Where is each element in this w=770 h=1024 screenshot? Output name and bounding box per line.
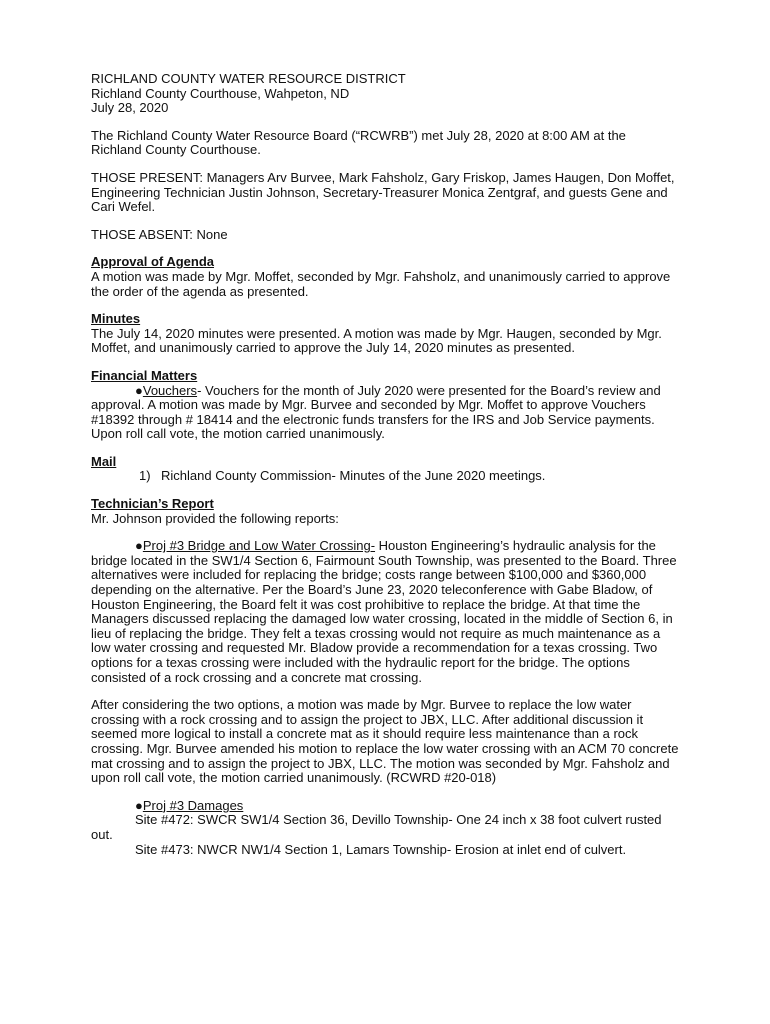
intro-paragraph: The Richland County Water Resource Board (“RCWRB”) met July 28, 2020 at 8:00 AM at the Richland County Courthouse. xyxy=(91,127,626,158)
minutes-text: The July 14, 2020 minutes were presented. A motion was made by Mgr. Haugen, seconded by Mgr. Moffet, and unanimously carried to approve the July 14, 2020 minutes as presented. xyxy=(91,325,662,356)
technician-heading: Technician’s Report xyxy=(91,496,214,512)
bullet-icon: ● xyxy=(135,797,143,813)
minutes-heading: Minutes xyxy=(91,311,141,327)
list-number: 1) xyxy=(139,468,151,484)
proj-bridge-label: Proj #3 Bridge and Low Water Crossing- xyxy=(142,538,376,554)
technician-intro: Mr. Johnson provided the following reports: xyxy=(91,510,339,526)
bullet-icon: ● xyxy=(135,538,143,554)
proj-damages-label: Proj #3 Damages xyxy=(142,797,244,813)
site-473: Site #473: NWCR NW1/4 Section 1, Lamars Township- Erosion at inlet end of culvert. xyxy=(135,841,627,857)
financial-heading: Financial Matters xyxy=(91,367,198,383)
section-mail xyxy=(91,455,680,484)
section-technician xyxy=(91,497,680,526)
section-agenda xyxy=(91,255,680,299)
agenda-heading: Approval of Agenda xyxy=(91,254,215,270)
section-financial xyxy=(91,369,680,442)
list-text: Richland County Commission- Minutes of the June 2020 meetings. xyxy=(161,468,546,484)
bullet-icon: ● xyxy=(135,382,143,398)
site-472: Site #472: SWCR SW1/4 Section 36, Devillo Township- One 24 inch x 38 foot culvert rusted out. xyxy=(91,812,662,842)
vouchers-label: Vouchers xyxy=(142,382,198,398)
vouchers-paragraph xyxy=(91,384,680,442)
proj-bridge-paragraph xyxy=(91,539,680,685)
those-present: THOSE PRESENT: Managers Arv Burvee, Mark Fahsholz, Gary Friskop, James Haugen, Don Moffet, Engineering Technician Justin Johnson, Secretary-Treasurer Monica Zentgraf, and guests Gene and Cari Wefel. xyxy=(91,169,675,215)
meeting-date: July 28, 2020 xyxy=(91,100,169,116)
vouchers-text: - Vouchers for the month of July 2020 were presented for the Board’s review and approval. A motion was made by Mgr. Burvee and seconded by Mgr. Moffet to approve Vouchers #18392 through # 18414 and the electronic funds transfers for the IRS and Job Service payments. Upon roll call vote, the motion carried unanimously. xyxy=(91,382,661,442)
meeting-location: Richland County Courthouse, Wahpeton, ND xyxy=(91,85,350,101)
proj-bridge-text: Houston Engineering’s hydraulic analysis for the bridge located in the SW1/4 Section 6, Fairmount South Township, was presented to the Board. Three alternatives were included for replacing the bridge; costs range between $100,000 and $360,000 depending on the alternative. Per the Board’s June 23, 2020 teleconference with Gabe Bladow, of Houston Engineering, the Board felt it was cost prohibitive to replace the bridge. At that time the Managers discussed replacing the damaged low water crossing, located in the middle of Section 6, in lieu of replacing the bridge. They felt a texas crossing would not require as much maintenance as a low water crossing and requested Mr. Bladow provide a recommendation for a texas crossing. Two options for a texas crossing were included with the hydraulic report for the bridge. The options consisted of a rock crossing and a concrete mat crossing. xyxy=(91,538,677,685)
proj-damages-title xyxy=(91,799,680,814)
section-minutes xyxy=(91,312,680,356)
section-proj-damages xyxy=(91,799,680,857)
after-options-paragraph: After considering the two options, a motion was made by Mgr. Burvee to replace the low water crossing with a rock crossing and to assign the project to JBX, LLC. After additional discussion it seemed more logical to install a concrete mat as it should require less maintenance than a rock crossing. Mgr. Burvee amended his motion to replace the low water crossing with an ACM 70 concrete mat crossing and to assign the project to JBX, LLC. The motion was seconded by Mgr. Fahsholz and upon roll call vote, the motion carried unanimously. (RCWRD #20-018) xyxy=(91,697,679,786)
document-header xyxy=(91,72,680,116)
agenda-text: A motion was made by Mgr. Moffet, seconded by Mgr. Fahsholz, and unanimously carried to approve the order of the agenda as presented. xyxy=(91,268,671,299)
mail-heading: Mail xyxy=(91,453,117,469)
list-item xyxy=(91,469,680,484)
district-name: RICHLAND COUNTY WATER RESOURCE DISTRICT xyxy=(91,71,406,86)
those-absent: THOSE ABSENT: None xyxy=(91,226,228,242)
